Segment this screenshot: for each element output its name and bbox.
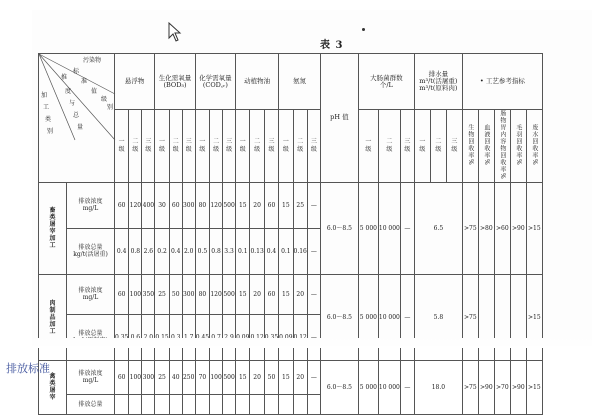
- value-cell: —: [307, 228, 320, 274]
- item-label: 排放总量 kg/t(活屠重): [67, 228, 115, 274]
- diag-label-13: 类: [45, 116, 52, 123]
- ref-cell: >90: [510, 360, 526, 414]
- value-cell: 70: [195, 360, 209, 394]
- level-label: 二 级: [378, 110, 400, 183]
- value-cell: [195, 394, 209, 414]
- value-cell: [129, 394, 142, 414]
- level-label: 一 级: [155, 110, 169, 183]
- ref-cell: >90: [510, 182, 526, 274]
- value-cell: 0.4: [115, 228, 129, 274]
- col-header-ss: 悬浮物: [115, 54, 155, 110]
- value-cell: 40: [169, 360, 182, 394]
- caption-link[interactable]: 排放标准: [6, 362, 50, 375]
- value-cell: 15: [279, 360, 293, 394]
- level-label: 一 级: [414, 110, 430, 183]
- diag-label-pollutant: 污染物: [83, 57, 102, 64]
- value-cell: 15: [236, 182, 250, 228]
- coli-cell: —: [400, 360, 414, 414]
- item-label: 排放浓度 mg/L: [67, 274, 115, 314]
- coli-cell: 5 000: [358, 274, 378, 360]
- value-cell: [279, 394, 293, 414]
- ref-cell: >15: [526, 182, 542, 274]
- diag-label-1: 标: [73, 68, 80, 75]
- value-cell: [169, 394, 182, 414]
- diag-label-10: 量: [77, 124, 84, 131]
- scanned-document: [32, 10, 592, 408]
- category-label: 禽 类 屠 宰: [39, 360, 67, 414]
- value-cell: 300: [182, 274, 195, 314]
- coli-cell: 5 000: [358, 360, 378, 414]
- col-header-coli: 大肠菌群数 个/L: [358, 54, 414, 110]
- value-cell: 0.4: [264, 228, 278, 274]
- coli-cell: —: [400, 182, 414, 274]
- ref-cell: >15: [526, 360, 542, 414]
- value-cell: 25: [155, 360, 169, 394]
- value-cell: 2.6: [142, 228, 155, 274]
- col-header-ref: • 工艺参考指标: [462, 54, 542, 110]
- ph-cell: 6.0～8.5: [320, 182, 358, 274]
- value-cell: —: [307, 360, 320, 394]
- value-cell: 300: [182, 182, 195, 228]
- level-label: 二 级: [250, 110, 264, 183]
- diag-label-7: 度: [65, 88, 72, 95]
- value-cell: 50: [264, 360, 278, 394]
- value-cell: 60: [169, 182, 182, 228]
- value-cell: 60: [115, 360, 129, 394]
- category-label: 畜 类 屠 宰 加 工: [39, 182, 67, 274]
- ref-col-label: 肠物胃内容物回收率%: [494, 110, 510, 183]
- level-label: 二 级: [293, 110, 307, 183]
- value-cell: [155, 394, 169, 414]
- ref-col-label: 生物回收率%: [462, 110, 478, 183]
- value-cell: 60: [264, 182, 278, 228]
- diag-label-3: 值: [91, 88, 98, 95]
- level-label: 三 级: [307, 110, 320, 183]
- value-cell: 30: [155, 182, 169, 228]
- coli-cell: 10 000: [378, 274, 400, 360]
- value-cell: [223, 394, 236, 414]
- value-cell: 500: [223, 360, 236, 394]
- level-label: 三 级: [400, 110, 414, 183]
- value-cell: 120: [210, 182, 223, 228]
- item-label: 排放总量: [67, 394, 115, 414]
- value-cell: [210, 394, 223, 414]
- level-label: 二 级: [430, 110, 446, 183]
- value-cell: [115, 394, 129, 414]
- value-cell: 0.4: [169, 228, 182, 274]
- value-cell: 20: [250, 360, 264, 394]
- water-cell: 5.8: [414, 274, 462, 360]
- col-header-oil: 动植物油: [236, 54, 279, 110]
- value-cell: 0.13: [250, 228, 264, 274]
- level-label: 一 级: [115, 110, 129, 183]
- coli-cell: —: [400, 274, 414, 360]
- value-cell: —: [307, 182, 320, 228]
- value-cell: 60: [115, 182, 129, 228]
- value-cell: 350: [142, 274, 155, 314]
- level-label: 三 级: [142, 110, 155, 183]
- col-header-water: 排水量 m³/t(活屠重) m³/t(原料肉): [414, 54, 462, 110]
- value-cell: [142, 394, 155, 414]
- value-cell: 15: [279, 274, 293, 314]
- value-cell: 3.3: [223, 228, 236, 274]
- value-cell: 15: [279, 182, 293, 228]
- value-cell: 0.2: [155, 228, 169, 274]
- value-cell: 300: [142, 360, 155, 394]
- diag-label-2: 准: [81, 78, 88, 85]
- ref-cell: >75: [462, 182, 478, 274]
- ref-cell: >75: [462, 274, 478, 360]
- value-cell: 100: [210, 360, 223, 394]
- water-cell: 18.0: [414, 360, 462, 414]
- level-label: 一 级: [195, 110, 209, 183]
- ref-col-label: 废水回收率%: [526, 110, 542, 183]
- emission-standard-table: [38, 53, 543, 415]
- value-cell: 80: [195, 274, 209, 314]
- category-label: 肉 制 品 加 工: [39, 274, 67, 360]
- diagonal-header: [39, 54, 115, 183]
- diag-label-9: 总: [73, 112, 80, 119]
- ref-col-label: 血液回收率%: [478, 110, 494, 183]
- value-cell: 250: [182, 360, 195, 394]
- col-header-bod: 生化需氧量 (BOD₅): [155, 54, 195, 110]
- level-label: 二 级: [129, 110, 142, 183]
- col-header-ph: pH 值: [320, 54, 358, 183]
- value-cell: 15: [236, 274, 250, 314]
- level-label: 三 级: [264, 110, 278, 183]
- value-cell: 100: [129, 360, 142, 394]
- level-label: 一 级: [279, 110, 293, 183]
- ref-cell: >80: [478, 182, 494, 274]
- ref-col-label: 毛羽回收率%: [510, 110, 526, 183]
- table-title: 表 3: [320, 40, 344, 51]
- value-cell: [264, 394, 278, 414]
- value-cell: [182, 394, 195, 414]
- level-label: 三 级: [182, 110, 195, 183]
- value-cell: 20: [293, 274, 307, 314]
- item-label: 排放总量: [67, 314, 115, 360]
- col-header-cod: 化学需氧量 (COD꜀ᵣ): [195, 54, 235, 110]
- coli-cell: 10 000: [378, 182, 400, 274]
- diag-label-8: 与: [69, 100, 76, 107]
- level-label: 二 级: [169, 110, 182, 183]
- diag-label-4: 级: [101, 96, 108, 103]
- col-header-nh3: 氨氮: [279, 54, 321, 110]
- value-cell: 120: [129, 182, 142, 228]
- value-cell: 500: [223, 182, 236, 228]
- value-cell: 60: [264, 274, 278, 314]
- mouse-cursor-icon: [168, 22, 182, 42]
- value-cell: 0.1: [236, 228, 250, 274]
- value-cell: 2.0: [182, 228, 195, 274]
- speck: [362, 28, 365, 31]
- level-label: 一 级: [236, 110, 250, 183]
- coli-cell: 10 000: [378, 360, 400, 414]
- ref-cell: >75: [462, 360, 478, 414]
- value-cell: 100: [129, 274, 142, 314]
- value-cell: 15: [236, 360, 250, 394]
- level-label: 一 级: [358, 110, 378, 183]
- diag-label-12: 工: [43, 104, 50, 111]
- diag-label-6: 推: [61, 74, 68, 81]
- value-cell: [250, 394, 264, 414]
- value-cell: 20: [250, 274, 264, 314]
- coli-cell: 5 000: [358, 182, 378, 274]
- water-cell: 6.5: [414, 182, 462, 274]
- item-label: 排放浓度 mg/L: [67, 360, 115, 394]
- ref-cell: >15: [526, 274, 542, 360]
- diag-label-14: 别: [47, 128, 54, 135]
- row-livestock-conc: [39, 182, 543, 228]
- page-edge: [32, 338, 592, 348]
- value-cell: 80: [195, 182, 209, 228]
- value-cell: 400: [142, 182, 155, 228]
- value-cell: 25: [155, 274, 169, 314]
- value-cell: —: [307, 274, 320, 314]
- level-label: 三 级: [223, 110, 236, 183]
- value-cell: 20: [293, 360, 307, 394]
- value-cell: 20: [250, 182, 264, 228]
- value-cell: 0.8: [210, 228, 223, 274]
- diag-label-5: 别: [107, 104, 114, 111]
- ph-cell: 6.0～8.5: [320, 360, 358, 414]
- level-label: 三 级: [446, 110, 462, 183]
- ref-cell: >70: [494, 360, 510, 414]
- value-cell: 25: [293, 182, 307, 228]
- value-cell: 0.16: [293, 228, 307, 274]
- ph-cell: 6.0～8.5: [320, 274, 358, 360]
- value-cell: 0.1: [279, 228, 293, 274]
- value-cell: 50: [169, 274, 182, 314]
- value-cell: [293, 394, 307, 414]
- value-cell: 0.5: [195, 228, 209, 274]
- diag-label-11: 加: [41, 92, 48, 99]
- row-meat-conc: [39, 274, 543, 314]
- value-cell: 0.8: [129, 228, 142, 274]
- ref-cell: >60: [494, 182, 510, 274]
- value-cell: [236, 394, 250, 414]
- value-cell: 60: [115, 274, 129, 314]
- item-label: 排放浓度 mg/L: [67, 182, 115, 228]
- value-cell: 120: [210, 274, 223, 314]
- value-cell: [307, 394, 320, 414]
- level-label: 二 级: [210, 110, 223, 183]
- ref-cell: >90: [478, 360, 494, 414]
- value-cell: 500: [223, 274, 236, 314]
- row-poultry-conc: [39, 360, 543, 394]
